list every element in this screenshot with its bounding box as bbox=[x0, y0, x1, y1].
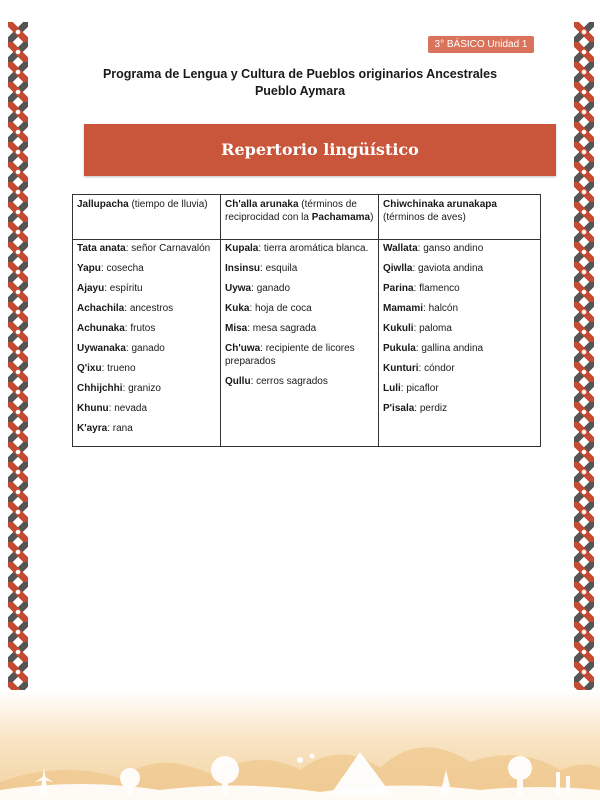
term-separator: : bbox=[249, 303, 256, 314]
term-separator: : bbox=[418, 363, 425, 374]
term-separator: : bbox=[258, 243, 264, 254]
term-word: Yapu bbox=[77, 263, 101, 274]
page-header bbox=[40, 66, 560, 100]
column-jallupacha-terms bbox=[73, 240, 221, 447]
landscape-footer bbox=[0, 690, 600, 800]
term-meaning: picaflor bbox=[406, 383, 439, 394]
term-entry bbox=[383, 303, 536, 316]
column-bird-terms bbox=[379, 240, 541, 447]
term-separator: : bbox=[250, 375, 257, 387]
term-separator: : bbox=[247, 323, 253, 334]
term-separator: : bbox=[125, 343, 132, 354]
term-word: Wallata bbox=[383, 243, 418, 254]
term-word: Qiwlla bbox=[383, 263, 413, 274]
term-entry bbox=[77, 263, 216, 276]
people-title: Pueblo Aymara bbox=[254, 84, 346, 98]
term-entry bbox=[383, 383, 536, 396]
term-entry bbox=[77, 383, 216, 396]
term-meaning: recipiente de licores preparados bbox=[225, 343, 355, 367]
term-separator: : bbox=[260, 343, 266, 354]
term-entry bbox=[383, 363, 536, 376]
term-entry bbox=[77, 343, 216, 356]
term-entry bbox=[225, 303, 374, 316]
term-entry bbox=[77, 423, 216, 436]
term-entry bbox=[77, 363, 216, 376]
term-word: Achunaka bbox=[77, 323, 125, 334]
term-meaning: ganado bbox=[256, 283, 291, 294]
term-meaning: rana bbox=[112, 423, 133, 434]
term-meaning: esquila bbox=[265, 263, 298, 274]
term-entry bbox=[225, 263, 374, 276]
term-word: K'ayra bbox=[77, 423, 108, 434]
term-entry bbox=[383, 343, 536, 356]
grade-unit-badge: 3° BÁSICO Unidad 1 bbox=[428, 36, 534, 53]
term-meaning: flamenco bbox=[419, 283, 460, 294]
term-word: Chhijchhi bbox=[77, 383, 123, 394]
term-word: Mamami bbox=[383, 303, 424, 314]
term-entry bbox=[225, 283, 374, 296]
term-entry bbox=[225, 323, 374, 336]
term-entry bbox=[77, 283, 216, 296]
decorative-border-left bbox=[8, 22, 28, 717]
term-meaning: gallina andina bbox=[421, 343, 484, 354]
term-word: Ajayu bbox=[77, 283, 105, 294]
table-header-row bbox=[73, 195, 541, 240]
term-word: Ch'uwa bbox=[225, 343, 261, 354]
term-separator: : bbox=[412, 263, 419, 274]
table-row bbox=[73, 240, 541, 447]
term-meaning: perdiz bbox=[419, 403, 448, 414]
term-meaning: cóndor bbox=[424, 363, 455, 374]
term-meaning: ancestros bbox=[129, 303, 174, 314]
term-word: Insinsu bbox=[225, 263, 261, 274]
term-entry bbox=[383, 323, 536, 336]
term-separator: : bbox=[101, 363, 108, 374]
term-word: Khunu bbox=[77, 403, 109, 414]
term-entry bbox=[77, 303, 216, 316]
term-meaning: paloma bbox=[419, 323, 452, 334]
term-word: Kupala bbox=[225, 243, 259, 254]
term-separator: : bbox=[124, 323, 131, 334]
term-entry bbox=[383, 263, 536, 276]
term-separator: : bbox=[414, 403, 420, 414]
term-meaning: hoja de coca bbox=[255, 303, 312, 314]
term-word: Tata anata bbox=[77, 243, 126, 254]
term-word: Pukula bbox=[383, 343, 416, 354]
landscape-illustration bbox=[0, 690, 600, 800]
header-chiwchinaka: Chiwchinaka arunakapa (términos de aves) bbox=[379, 195, 541, 240]
term-word: Kuka bbox=[225, 303, 250, 314]
term-meaning: nevada bbox=[114, 403, 148, 414]
term-entry bbox=[383, 283, 536, 296]
term-meaning: frutos bbox=[130, 323, 156, 334]
term-separator: : bbox=[413, 283, 420, 294]
term-separator: : bbox=[100, 263, 107, 274]
term-meaning: cerros sagrados bbox=[256, 375, 328, 387]
term-meaning: ganado bbox=[131, 343, 165, 354]
term-separator: : bbox=[125, 243, 132, 254]
vocabulary-table bbox=[72, 194, 541, 447]
term-entry bbox=[225, 243, 374, 256]
decorative-border-right bbox=[574, 22, 594, 717]
term-word: Luli bbox=[383, 383, 401, 394]
term-separator: : bbox=[417, 243, 424, 254]
column-challa-terms bbox=[221, 240, 379, 447]
term-separator: : bbox=[400, 383, 407, 394]
term-separator: : bbox=[423, 303, 429, 314]
term-meaning: trueno bbox=[107, 363, 136, 374]
term-meaning: gaviota andina bbox=[418, 263, 484, 274]
term-separator: : bbox=[108, 403, 115, 414]
term-word: P'isala bbox=[383, 403, 415, 414]
term-word: Uywa bbox=[225, 283, 252, 294]
term-word: Kunturi bbox=[383, 363, 419, 374]
term-meaning: halcón bbox=[428, 303, 459, 314]
term-word: Parina bbox=[383, 283, 414, 294]
term-entry bbox=[383, 243, 536, 256]
term-entry bbox=[77, 243, 216, 256]
program-title: Programa de Lengua y Cultura de Pueblos originarios Ancestrales bbox=[102, 67, 498, 81]
term-separator: : bbox=[251, 283, 257, 294]
term-word: Misa bbox=[225, 323, 248, 334]
term-meaning: cosecha bbox=[106, 263, 144, 274]
term-separator: : bbox=[122, 383, 129, 394]
term-separator: : bbox=[107, 423, 113, 434]
header-jallupacha: Jallupacha (tiempo de lluvia) bbox=[73, 195, 221, 240]
term-entry bbox=[383, 403, 536, 416]
term-entry bbox=[77, 323, 216, 336]
term-word: Q'ixu bbox=[77, 363, 102, 374]
term-entry bbox=[77, 403, 216, 416]
term-separator: : bbox=[260, 263, 266, 274]
term-word: Achachila bbox=[77, 303, 125, 314]
section-banner: Repertorio lingüístico bbox=[84, 124, 556, 176]
term-entry bbox=[225, 376, 374, 389]
term-separator: : bbox=[104, 283, 110, 294]
term-separator: : bbox=[124, 303, 130, 314]
term-meaning: señor Carnavalón bbox=[131, 243, 211, 254]
term-word: Kukuli bbox=[383, 323, 414, 334]
term-meaning: espíritu bbox=[109, 283, 143, 294]
term-word: Qullu bbox=[225, 375, 251, 387]
term-meaning: tierra aromática blanca. bbox=[263, 243, 369, 254]
term-meaning: mesa sagrada bbox=[252, 323, 317, 334]
term-word: Uywanaka bbox=[77, 343, 126, 354]
term-meaning: granizo bbox=[128, 383, 161, 394]
term-separator: : bbox=[413, 323, 420, 334]
term-entry bbox=[225, 343, 374, 368]
term-separator: : bbox=[415, 343, 422, 354]
header-challa-arunaka: Ch'alla arunaka (términos de reciprocidad con la Pachamama) bbox=[221, 195, 379, 240]
term-meaning: ganso andino bbox=[423, 243, 484, 254]
